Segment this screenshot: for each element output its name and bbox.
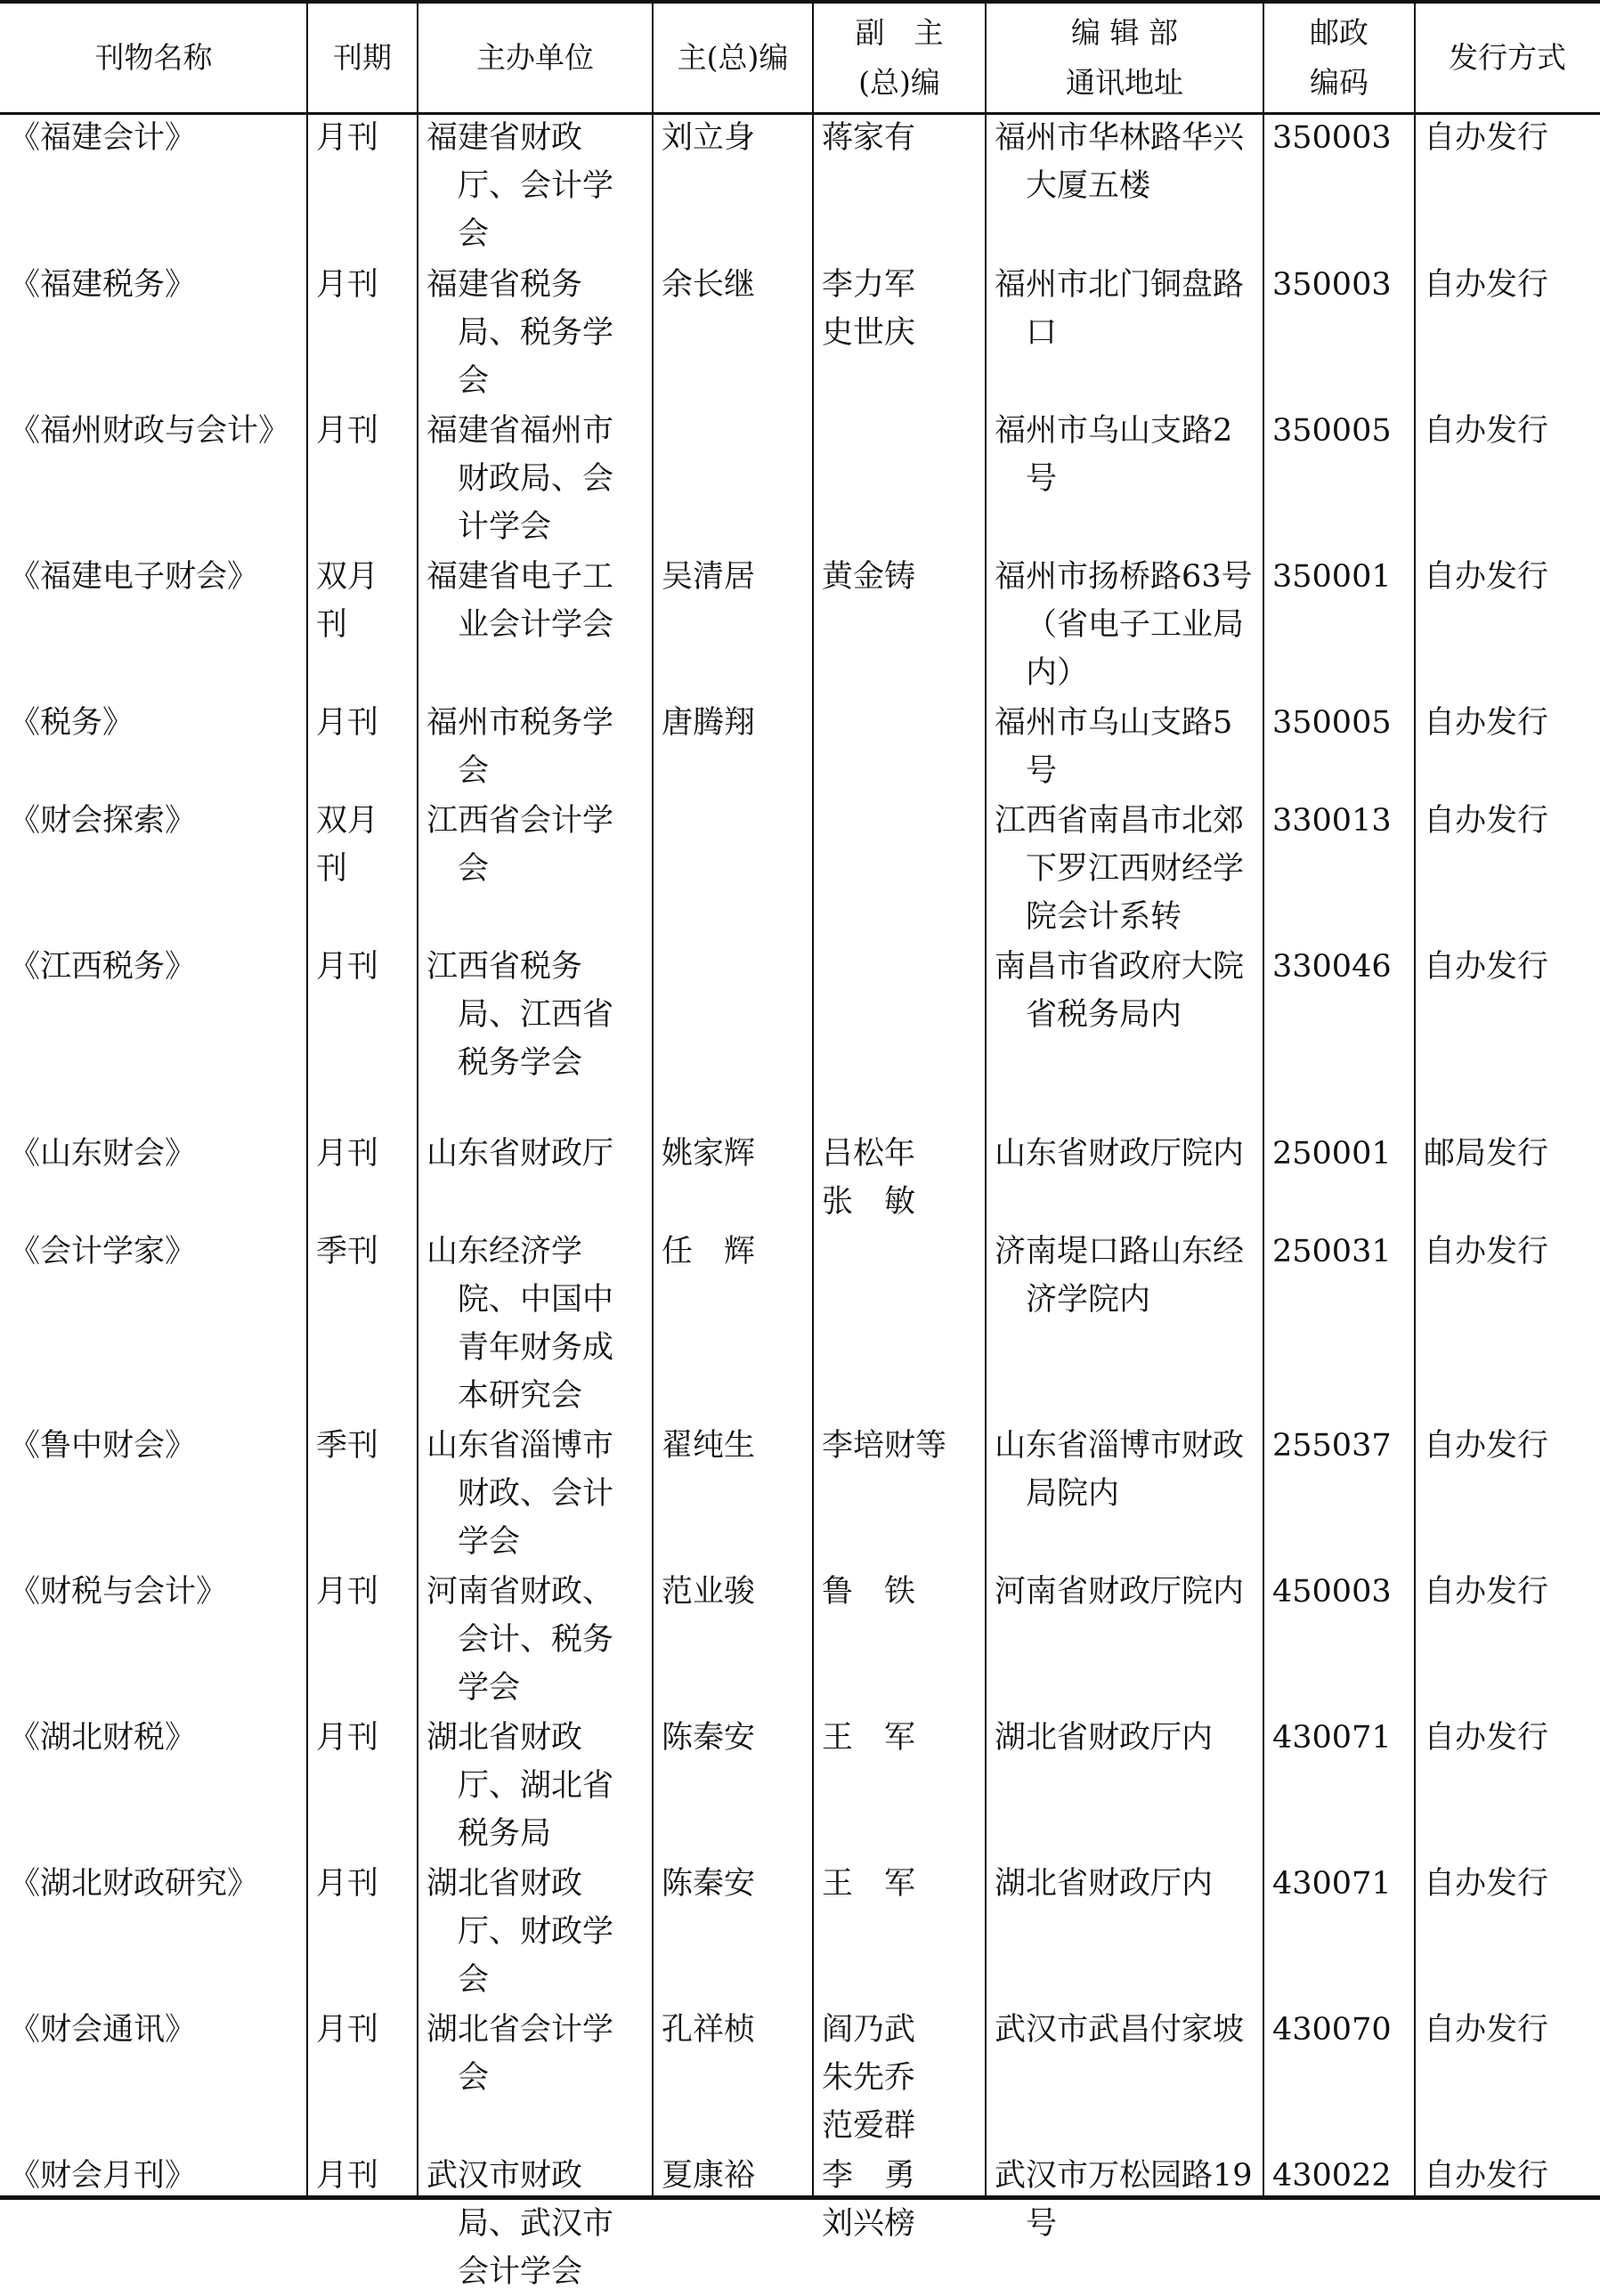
sponsor-cell	[418, 795, 653, 941]
table-row	[0, 941, 1600, 1128]
postcode-cell	[1263, 941, 1415, 1128]
address-cell-text: 山东省财政厅院内	[995, 1136, 1245, 1172]
distribution-cell-text: 自办发行	[1424, 2012, 1549, 2048]
table-row	[0, 112, 1600, 259]
table-row	[0, 551, 1600, 697]
address-cell-text: 河南省财政厅院内	[995, 1574, 1245, 1610]
editor-cell-text: 刘立身	[662, 120, 756, 156]
distribution-cell-text: 自办发行	[1424, 1574, 1549, 1610]
sponsor-cell-text: 江西省税务局、江西省税务学会	[426, 949, 614, 1081]
frequency-cell-text: 季刊	[316, 1428, 379, 1464]
sponsor-cell	[418, 1226, 653, 1420]
distribution-cell	[1415, 795, 1600, 941]
periodical-name	[0, 405, 307, 551]
address-cell	[986, 1226, 1263, 1420]
distribution-cell	[1415, 1226, 1600, 1420]
frequency-cell	[307, 259, 418, 405]
sponsor-cell-text: 湖北省财政厅、湖北省税务局	[426, 1720, 614, 1852]
periodical-name-text: 《财税与会计》	[9, 1574, 228, 1610]
postcode-cell-text: 330046	[1272, 949, 1392, 985]
sponsor-cell	[418, 941, 653, 1128]
postcode-cell	[1263, 795, 1415, 941]
sponsor-cell-text: 福州市税务学会	[426, 705, 614, 789]
frequency-cell-text: 月刊	[316, 1136, 379, 1172]
deputy-editor-cell-text: 王 军	[822, 1720, 916, 1756]
deputy-editor-cell-text: 黄金铸	[822, 559, 916, 595]
deputy-editor-cell	[813, 1420, 986, 1566]
editor-cell	[653, 1712, 813, 1858]
editor-cell	[653, 795, 813, 941]
address-cell-text: 福州市北门铜盘路口	[995, 267, 1245, 351]
periodical-name	[0, 259, 307, 405]
address-cell	[986, 259, 1263, 405]
frequency-cell	[307, 697, 418, 795]
distribution-cell	[1415, 112, 1600, 259]
periodical-name	[0, 1712, 307, 1858]
postcode-cell-text: 430022	[1272, 2158, 1392, 2194]
distribution-cell-text: 自办发行	[1424, 705, 1549, 741]
address-cell-text: 福州市乌山支路5号	[995, 705, 1233, 789]
deputy-editor-cell	[813, 795, 986, 941]
frequency-cell	[307, 405, 418, 551]
postcode-cell	[1263, 697, 1415, 795]
address-cell-text: 济南堤口路山东经济学院内	[995, 1234, 1245, 1318]
deputy-editor-cell	[813, 2150, 986, 2296]
frequency-cell-text: 双月刊	[316, 559, 379, 643]
frequency-cell-text: 月刊	[316, 2158, 379, 2194]
distribution-cell	[1415, 697, 1600, 795]
frequency-cell-text: 月刊	[316, 1574, 379, 1610]
periodicals-table	[0, 4, 1600, 2296]
frequency-cell-text: 月刊	[316, 1866, 379, 1902]
deputy-editor-cell-text: 李力军 史世庆	[822, 267, 916, 351]
address-cell	[986, 2004, 1263, 2150]
editor-cell	[653, 1226, 813, 1420]
editor-cell	[653, 941, 813, 1128]
frequency-cell-text: 月刊	[316, 2012, 379, 2048]
frequency-cell-text: 月刊	[316, 267, 379, 303]
postcode-cell	[1263, 1566, 1415, 1712]
postcode-cell-text: 430070	[1272, 2012, 1392, 2048]
distribution-cell	[1415, 1128, 1600, 1226]
distribution-cell	[1415, 2150, 1600, 2296]
periodical-name	[0, 112, 307, 259]
sponsor-cell-text: 福建省福州市财政局、会计学会	[426, 413, 614, 545]
editor-cell-text: 翟纯生	[662, 1428, 756, 1464]
address-cell-text: 福州市乌山支路2号	[995, 413, 1233, 497]
distribution-cell	[1415, 551, 1600, 697]
frequency-cell-text: 月刊	[316, 1720, 379, 1756]
editor-cell	[653, 1420, 813, 1566]
postcode-cell	[1263, 551, 1415, 697]
frequency-cell	[307, 2150, 418, 2296]
frequency-cell	[307, 1858, 418, 2004]
table-row	[0, 1566, 1600, 1712]
deputy-editor-cell-text: 阎乃武 朱先乔 范爱群	[822, 2012, 916, 2144]
periodical-name	[0, 1858, 307, 2004]
periodical-name	[0, 2150, 307, 2296]
deputy-editor-cell	[813, 697, 986, 795]
deputy-editor-cell	[813, 1566, 986, 1712]
address-cell	[986, 1128, 1263, 1226]
deputy-editor-cell	[813, 259, 986, 405]
table-body	[0, 112, 1600, 2296]
deputy-editor-cell	[813, 941, 986, 1128]
deputy-editor-cell-text: 李 勇 刘兴榜	[822, 2158, 916, 2242]
editor-cell-text: 陈秦安	[662, 1866, 756, 1902]
sponsor-cell	[418, 1858, 653, 2004]
sponsor-cell	[418, 2150, 653, 2296]
editor-cell	[653, 259, 813, 405]
sponsor-cell	[418, 1712, 653, 1858]
frequency-cell	[307, 1420, 418, 1566]
frequency-cell-text: 月刊	[316, 413, 379, 449]
header-sponsor: 主办单位	[476, 40, 594, 75]
periodical-name-text: 《湖北财税》	[9, 1720, 197, 1756]
postcode-cell	[1263, 259, 1415, 405]
deputy-editor-cell	[813, 1712, 986, 1858]
editor-cell-text: 吴清居	[662, 559, 756, 595]
editor-cell-text: 范业骏	[662, 1574, 756, 1610]
editor-cell	[653, 112, 813, 259]
address-cell	[986, 551, 1263, 697]
deputy-editor-cell	[813, 1128, 986, 1226]
periodical-name-text: 《财会月刊》	[9, 2158, 197, 2194]
frequency-cell	[307, 2004, 418, 2150]
address-cell	[986, 1858, 1263, 2004]
address-cell	[986, 1566, 1263, 1712]
postcode-cell-text: 350005	[1272, 413, 1392, 449]
distribution-cell	[1415, 1566, 1600, 1712]
sponsor-cell-text: 河南省财政、会计、税务学会	[426, 1574, 614, 1706]
editor-cell-text: 夏康裕	[662, 2158, 756, 2194]
deputy-editor-cell	[813, 1858, 986, 2004]
sponsor-cell-text: 福建省财政厅、会计学会	[426, 120, 614, 252]
header-frequency: 刊期	[333, 40, 392, 75]
periodical-name-text: 《财会通讯》	[9, 2012, 197, 2048]
periodical-name-text: 《江西税务》	[9, 949, 197, 985]
sponsor-cell	[418, 697, 653, 795]
postcode-cell	[1263, 112, 1415, 259]
distribution-cell	[1415, 1420, 1600, 1566]
address-cell-text: 武汉市万松园路19号	[995, 2158, 1253, 2242]
frequency-cell	[307, 112, 418, 259]
sponsor-cell	[418, 405, 653, 551]
sponsor-cell-text: 江西省会计学会	[426, 803, 614, 887]
frequency-cell-text: 双月刊	[316, 803, 379, 887]
distribution-cell-text: 邮局发行	[1424, 1136, 1549, 1172]
address-cell	[986, 697, 1263, 795]
table-row	[0, 2004, 1600, 2150]
deputy-editor-cell-text: 吕松年 张 敏	[822, 1136, 916, 1220]
postcode-cell-text: 350003	[1272, 120, 1392, 156]
table-row	[0, 405, 1600, 551]
table-row	[0, 1226, 1600, 1420]
table-row	[0, 1128, 1600, 1226]
periodical-name-text: 《福建会计》	[9, 120, 197, 156]
distribution-cell-text: 自办发行	[1424, 803, 1549, 839]
postcode-cell-text: 330013	[1272, 803, 1392, 839]
postcode-cell	[1263, 1858, 1415, 2004]
distribution-cell-text: 自办发行	[1424, 120, 1549, 156]
table-header-row	[0, 4, 1600, 112]
address-cell-text: 福州市扬桥路63号（省电子工业局内）	[995, 559, 1253, 691]
periodical-name	[0, 941, 307, 1128]
address-cell-text: 湖北省财政厅内	[995, 1866, 1214, 1902]
editor-cell	[653, 2150, 813, 2296]
editor-cell	[653, 1128, 813, 1226]
editor-cell	[653, 2004, 813, 2150]
header-distribution: 发行方式	[1449, 40, 1566, 75]
postcode-cell	[1263, 1128, 1415, 1226]
periodical-name-text: 《湖北财政研究》	[9, 1866, 259, 1902]
address-cell-text: 江西省南昌市北郊下罗江西财经学院会计系转	[995, 803, 1245, 935]
deputy-editor-cell-text: 王 军	[822, 1866, 916, 1902]
deputy-editor-cell	[813, 2004, 986, 2150]
periodical-name	[0, 1128, 307, 1226]
sponsor-cell-text: 武汉市财政局、武汉市会计学会	[426, 2158, 614, 2290]
distribution-cell	[1415, 941, 1600, 1128]
deputy-editor-cell	[813, 405, 986, 551]
sponsor-cell-text: 山东省财政厅	[426, 1136, 614, 1172]
postcode-cell-text: 350001	[1272, 559, 1392, 595]
frequency-cell	[307, 1226, 418, 1420]
sponsor-cell-text: 山东省淄博市财政、会计学会	[426, 1428, 614, 1560]
sponsor-cell-text: 福建省电子工业会计学会	[426, 559, 614, 643]
address-cell	[986, 941, 1263, 1128]
address-cell-text: 福州市华林路华兴大厦五楼	[995, 120, 1245, 204]
distribution-cell	[1415, 1712, 1600, 1858]
frequency-cell	[307, 1712, 418, 1858]
periodical-name	[0, 1566, 307, 1712]
address-cell	[986, 795, 1263, 941]
deputy-editor-cell-text: 鲁 铁	[822, 1574, 916, 1610]
editor-cell-text: 孔祥桢	[662, 2012, 756, 2048]
distribution-cell	[1415, 1858, 1600, 2004]
periodical-name-text: 《福州财政与会计》	[9, 413, 290, 449]
table-row	[0, 1712, 1600, 1858]
frequency-cell-text: 月刊	[316, 705, 379, 741]
sponsor-cell	[418, 259, 653, 405]
sponsor-cell	[418, 1566, 653, 1712]
deputy-editor-cell	[813, 1226, 986, 1420]
postcode-cell-text: 430071	[1272, 1866, 1392, 1902]
periodical-name	[0, 1226, 307, 1420]
distribution-cell-text: 自办发行	[1424, 559, 1549, 595]
postcode-cell	[1263, 2150, 1415, 2296]
editor-cell-text: 余长继	[662, 267, 756, 303]
postcode-cell	[1263, 405, 1415, 551]
table-row	[0, 1858, 1600, 2004]
periodical-name	[0, 795, 307, 941]
sponsor-cell	[418, 2004, 653, 2150]
header-postcode: 邮政 编码	[1310, 15, 1369, 100]
distribution-cell-text: 自办发行	[1424, 2158, 1549, 2194]
editor-cell	[653, 405, 813, 551]
sponsor-cell-text: 湖北省财政厅、财政学会	[426, 1866, 614, 1998]
frequency-cell	[307, 941, 418, 1128]
table-row	[0, 1420, 1600, 1566]
header-deputy-editor: 副 主 (总)编	[855, 15, 944, 100]
postcode-cell	[1263, 1420, 1415, 1566]
frequency-cell-text: 月刊	[316, 120, 379, 156]
periodical-name-text: 《山东财会》	[9, 1136, 197, 1172]
sponsor-cell-text: 湖北省会计学会	[426, 2012, 614, 2096]
periodical-name	[0, 2004, 307, 2150]
editor-cell-text: 唐腾翔	[662, 705, 756, 741]
sponsor-cell-text: 山东经济学院、中国中青年财务成本研究会	[426, 1234, 614, 1414]
periodical-name	[0, 551, 307, 697]
distribution-cell-text: 自办发行	[1424, 267, 1549, 303]
distribution-cell-text: 自办发行	[1424, 413, 1549, 449]
frequency-cell	[307, 1128, 418, 1226]
periodical-name-text: 《会计学家》	[9, 1234, 197, 1270]
periodical-name-text: 《财会探索》	[9, 803, 197, 839]
deputy-editor-cell	[813, 551, 986, 697]
address-cell	[986, 112, 1263, 259]
header-address: 编 辑 部 通讯地址	[1066, 15, 1183, 100]
frequency-cell	[307, 795, 418, 941]
postcode-cell-text: 450003	[1272, 1574, 1392, 1610]
editor-cell	[653, 1858, 813, 2004]
table-row	[0, 259, 1600, 405]
periodical-name-text: 《税务》	[9, 705, 134, 741]
distribution-cell-text: 自办发行	[1424, 1866, 1549, 1902]
table-row	[0, 795, 1600, 941]
postcode-cell	[1263, 1226, 1415, 1420]
deputy-editor-cell-text: 李培财等	[822, 1428, 947, 1464]
editor-cell-text: 任 辉	[662, 1234, 756, 1270]
postcode-cell-text: 430071	[1272, 1720, 1392, 1756]
sponsor-cell	[418, 1420, 653, 1566]
address-cell	[986, 405, 1263, 551]
editor-cell	[653, 551, 813, 697]
distribution-cell-text: 自办发行	[1424, 949, 1549, 985]
distribution-cell-text: 自办发行	[1424, 1234, 1549, 1270]
table-row	[0, 697, 1600, 795]
editor-cell	[653, 1566, 813, 1712]
postcode-cell	[1263, 1712, 1415, 1858]
distribution-cell-text: 自办发行	[1424, 1720, 1549, 1756]
table-row	[0, 2150, 1600, 2296]
postcode-cell-text: 250031	[1272, 1234, 1392, 1270]
distribution-cell	[1415, 259, 1600, 405]
frequency-cell	[307, 1566, 418, 1712]
distribution-cell	[1415, 2004, 1600, 2150]
periodical-name	[0, 697, 307, 795]
frequency-cell-text: 季刊	[316, 1234, 379, 1270]
sponsor-cell	[418, 1128, 653, 1226]
periodical-name-text: 《福建电子财会》	[9, 559, 259, 595]
distribution-cell	[1415, 405, 1600, 551]
address-cell	[986, 1420, 1263, 1566]
address-cell	[986, 1712, 1263, 1858]
address-cell	[986, 2150, 1263, 2296]
deputy-editor-cell-text: 蒋家有	[822, 120, 916, 156]
sponsor-cell	[418, 112, 653, 259]
editor-cell-text: 陈秦安	[662, 1720, 756, 1756]
address-cell-text: 湖北省财政厅内	[995, 1720, 1214, 1756]
frequency-cell-text: 月刊	[316, 949, 379, 985]
address-cell-text: 南昌市省政府大院省税务局内	[995, 949, 1245, 1033]
postcode-cell-text: 255037	[1272, 1428, 1392, 1464]
distribution-cell-text: 自办发行	[1424, 1428, 1549, 1464]
deputy-editor-cell	[813, 112, 986, 259]
header-editor: 主(总)编	[677, 40, 789, 75]
editor-cell	[653, 697, 813, 795]
address-cell-text: 武汉市武昌付家坡	[995, 2012, 1245, 2048]
postcode-cell-text: 250001	[1272, 1136, 1392, 1172]
periodical-name-text: 《鲁中财会》	[9, 1428, 197, 1464]
sponsor-cell-text: 福建省税务局、税务学会	[426, 267, 614, 399]
sponsor-cell	[418, 551, 653, 697]
periodical-name	[0, 1420, 307, 1566]
periodical-name-text: 《福建税务》	[9, 267, 197, 303]
address-cell-text: 山东省淄博市财政局院内	[995, 1428, 1245, 1512]
postcode-cell-text: 350005	[1272, 705, 1392, 741]
header-name: 刊物名称	[94, 40, 213, 75]
postcode-cell-text: 350003	[1272, 267, 1392, 303]
frequency-cell	[307, 551, 418, 697]
postcode-cell	[1263, 2004, 1415, 2150]
editor-cell-text: 姚家辉	[662, 1136, 756, 1172]
